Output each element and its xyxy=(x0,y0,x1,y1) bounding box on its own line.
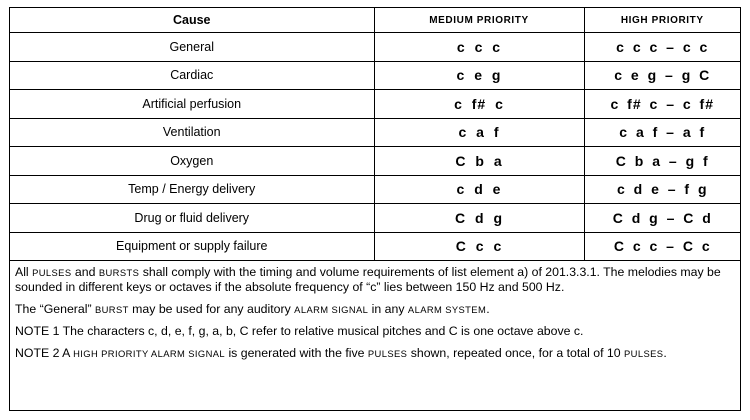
high-melody-cell: c e g – g C xyxy=(584,61,740,90)
header-high-priority: HIGH PRIORITY xyxy=(584,8,740,33)
term-high-priority-alarm-signal: HIGH PRIORITY ALARM SIGNAL xyxy=(73,348,226,359)
text-run: in any xyxy=(368,302,408,316)
table-row xyxy=(10,90,740,119)
text-run: . xyxy=(663,346,667,360)
table-notes xyxy=(10,261,740,361)
table-row xyxy=(10,232,740,261)
note-2 xyxy=(15,346,735,361)
cause-cell: Cardiac xyxy=(10,61,374,90)
cause-cell: Drug or fluid delivery xyxy=(10,204,374,233)
medium-melody-cell: C b a xyxy=(374,147,584,176)
text-run: shown, repeated once, for a total of 10 xyxy=(407,346,625,360)
text-run: All xyxy=(15,265,33,279)
header-medium-priority: MEDIUM PRIORITY xyxy=(374,8,584,33)
alarm-melody-table-frame xyxy=(9,7,741,411)
text-run: The “General” xyxy=(15,302,95,316)
medium-melody-cell: c a f xyxy=(374,118,584,147)
medium-melody-cell: C d g xyxy=(374,204,584,233)
high-melody-cell: c a f – a f xyxy=(584,118,740,147)
timing-requirement-note xyxy=(15,265,735,295)
cause-cell: Temp / Energy delivery xyxy=(10,175,374,204)
high-melody-cell: C d g – C d xyxy=(584,204,740,233)
header-cause: Cause xyxy=(10,8,374,33)
term-alarm-signal: ALARM SIGNAL xyxy=(294,304,369,315)
high-melody-cell: C c c – C c xyxy=(584,232,740,261)
table-row xyxy=(10,147,740,176)
text-run: . xyxy=(486,302,490,316)
table-row xyxy=(10,118,740,147)
cause-cell: Oxygen xyxy=(10,147,374,176)
text-run: and xyxy=(71,265,99,279)
table-row xyxy=(10,204,740,233)
term-bursts: BURSTS xyxy=(98,267,140,278)
text-run: is generated with the five xyxy=(225,346,368,360)
high-melody-cell: c d e – f g xyxy=(584,175,740,204)
cause-cell: General xyxy=(10,33,374,62)
high-melody-cell: c c c – c c xyxy=(584,33,740,62)
high-melody-cell: C b a – g f xyxy=(584,147,740,176)
general-burst-note xyxy=(15,302,735,317)
term-pulses: PULSES xyxy=(32,267,72,278)
cause-cell: Equipment or supply failure xyxy=(10,232,374,261)
medium-melody-cell: c c c xyxy=(374,33,584,62)
medium-melody-cell: c d e xyxy=(374,175,584,204)
note-1: NOTE 1 The characters c, d, e, f, g, a, b, C refer to relative musical pitches and C is one octave above c. xyxy=(15,324,584,338)
text-run: shall comply with the timing and volume requirements of list element a) of 201.3.3.1. The melodies may be sounded in different keys or octaves if the absolute frequency of “c” lies between 150 Hz and 500 Hz. xyxy=(15,265,721,294)
alarm-melody-table xyxy=(10,8,740,261)
cause-cell: Artificial perfusion xyxy=(10,90,374,119)
table-row xyxy=(10,175,740,204)
term-pulses: PULSES xyxy=(624,348,664,359)
text-run: may be used for any auditory xyxy=(128,302,295,316)
medium-melody-cell: c e g xyxy=(374,61,584,90)
table-row xyxy=(10,61,740,90)
term-pulses: PULSES xyxy=(367,348,408,359)
medium-melody-cell: c f# c xyxy=(374,90,584,119)
header-row xyxy=(10,8,740,33)
term-burst: BURST xyxy=(94,304,129,315)
term-alarm-system: ALARM SYSTEM xyxy=(407,304,487,315)
cause-cell: Ventilation xyxy=(10,118,374,147)
medium-melody-cell: C c c xyxy=(374,232,584,261)
text-run: NOTE 2 A xyxy=(15,346,74,360)
table-row xyxy=(10,33,740,62)
high-melody-cell: c f# c – c f# xyxy=(584,90,740,119)
